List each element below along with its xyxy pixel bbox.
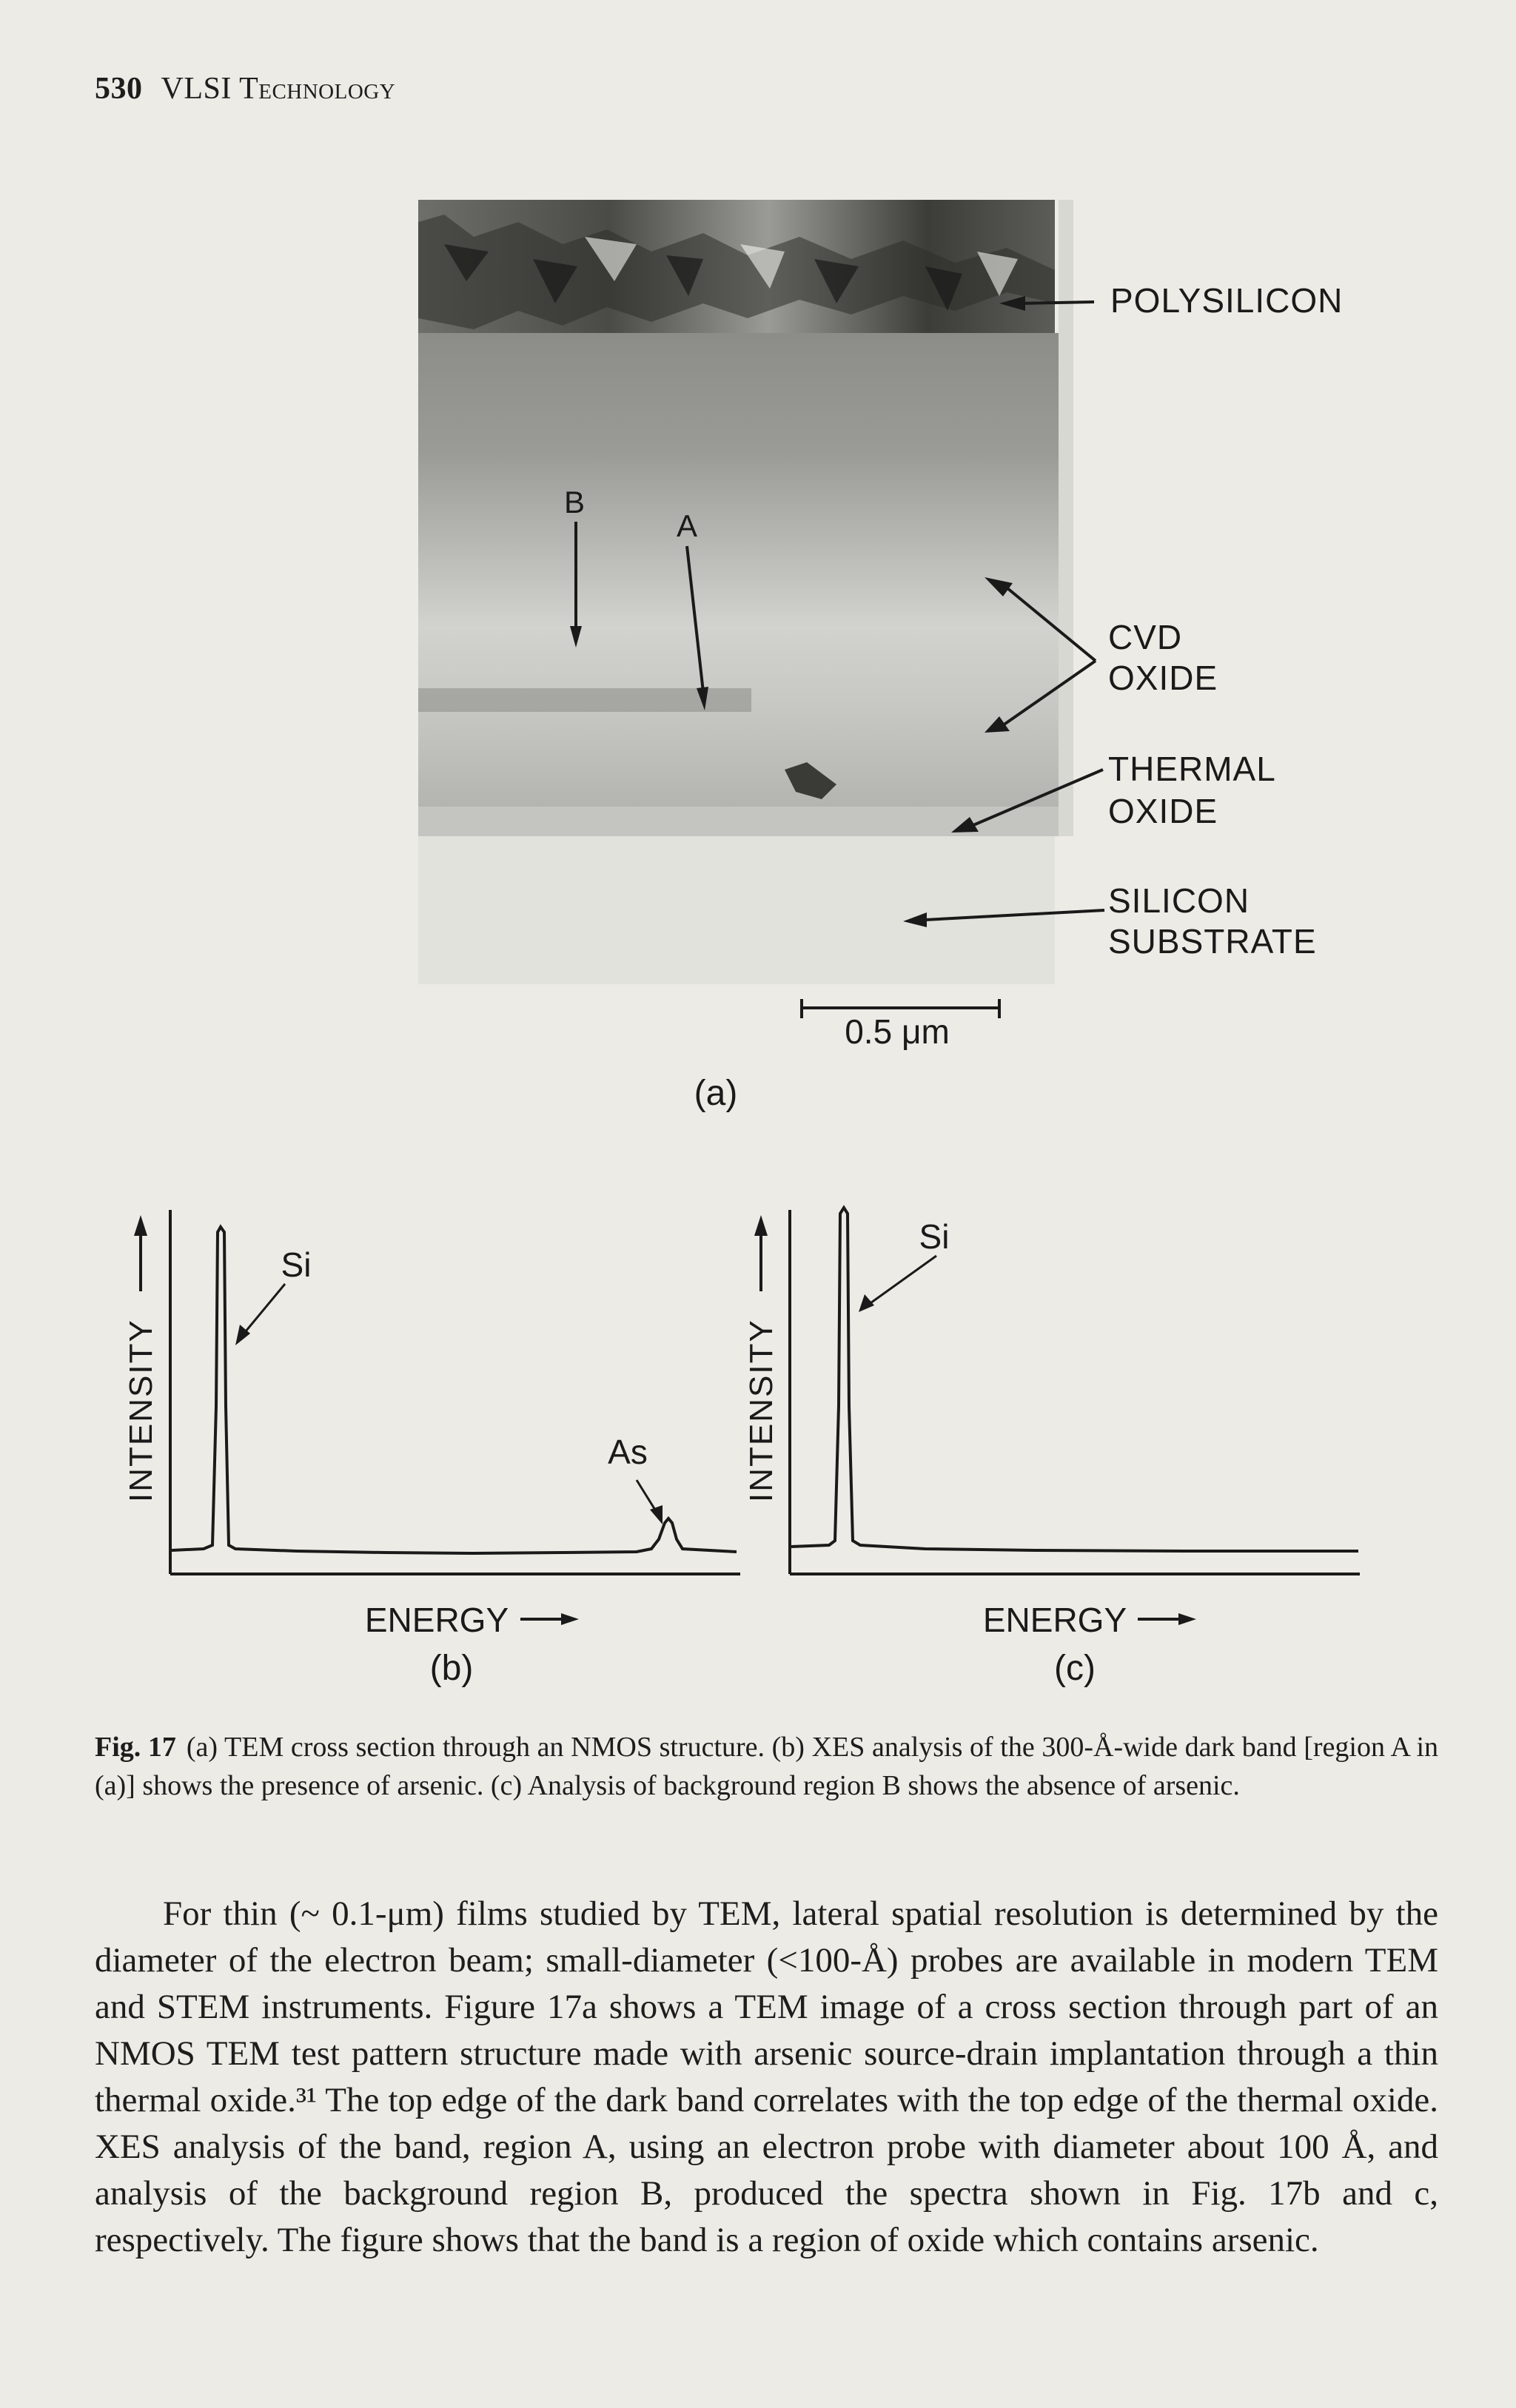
figure-caption [95, 1728, 1438, 1805]
label-silicon-1: SILICON [1108, 881, 1250, 920]
running-head-title: VLSI Technology [161, 72, 396, 106]
label-polysilicon: POLYSILICON [1110, 281, 1344, 320]
panel-c-label: (c) [1054, 1649, 1096, 1688]
region-a-label: A [676, 508, 698, 543]
peak-si-label-b: Si [281, 1245, 312, 1284]
panel-a-label: (a) [694, 1074, 738, 1113]
scale-bar [802, 999, 999, 1051]
label-cvd-2: OXIDE [1108, 659, 1218, 697]
spectrum-c [743, 1208, 1360, 1688]
label-cvd-1: CVD [1108, 618, 1183, 656]
panel-b-label: (b) [429, 1649, 474, 1688]
ylabel-c: INTENSITY [743, 1319, 779, 1502]
caption-label: Fig. 17 [95, 1732, 176, 1763]
spectrum-trace-c [791, 1208, 1358, 1551]
page-number: 530 [95, 72, 143, 106]
scale-bar-label: 0.5 μm [845, 1012, 950, 1051]
body-text [95, 1891, 1438, 2264]
body-paragraph: For thin (~ 0.1-μm) films studied by TEM, lateral spatial resolution is determined by the diameter of the electron beam; small-diameter (<100-Å) probes are available in modern TEM and STEM instruments. Figure 17a shows a TEM image of a cross section through part of an NMOS TEM test pattern structure made with arsenic source-drain implantation through a thin thermal oxide.³¹ The top edge of the dark band correlates with the top edge of the thermal oxide. XES analysis of the band, region A, using an electron probe with diameter about 100 Å, and analysis of the background region B, produced the spectra shown in Fig. 17b and c, respectively. The figure shows that the band is a region of oxide which contains arsenic. [95, 1894, 1438, 2259]
xlabel-c: ENERGY [982, 1601, 1127, 1639]
oxide-layers [418, 333, 1070, 807]
label-thermal-2: OXIDE [1108, 792, 1218, 830]
callout-labels [1108, 281, 1343, 961]
ylabel-b: INTENSITY [123, 1319, 159, 1502]
spectrum-b [123, 1210, 740, 1688]
region-b-label: B [563, 485, 586, 519]
caption-text: (a) TEM cross section through an NMOS structure. (b) XES analysis of the 300-Å-wide dark band [region A in (a)] shows the presence of arsenic. (c) Analysis of background region B shows the absence of arsenic. [95, 1732, 1439, 1801]
peak-as-label-b: As [608, 1433, 648, 1471]
tem-micrograph [418, 200, 1073, 984]
xlabel-b: ENERGY [364, 1601, 509, 1639]
label-thermal-1: THERMAL [1108, 750, 1276, 788]
label-silicon-2: SUBSTRATE [1108, 922, 1317, 961]
peak-si-label-c: Si [919, 1217, 950, 1256]
